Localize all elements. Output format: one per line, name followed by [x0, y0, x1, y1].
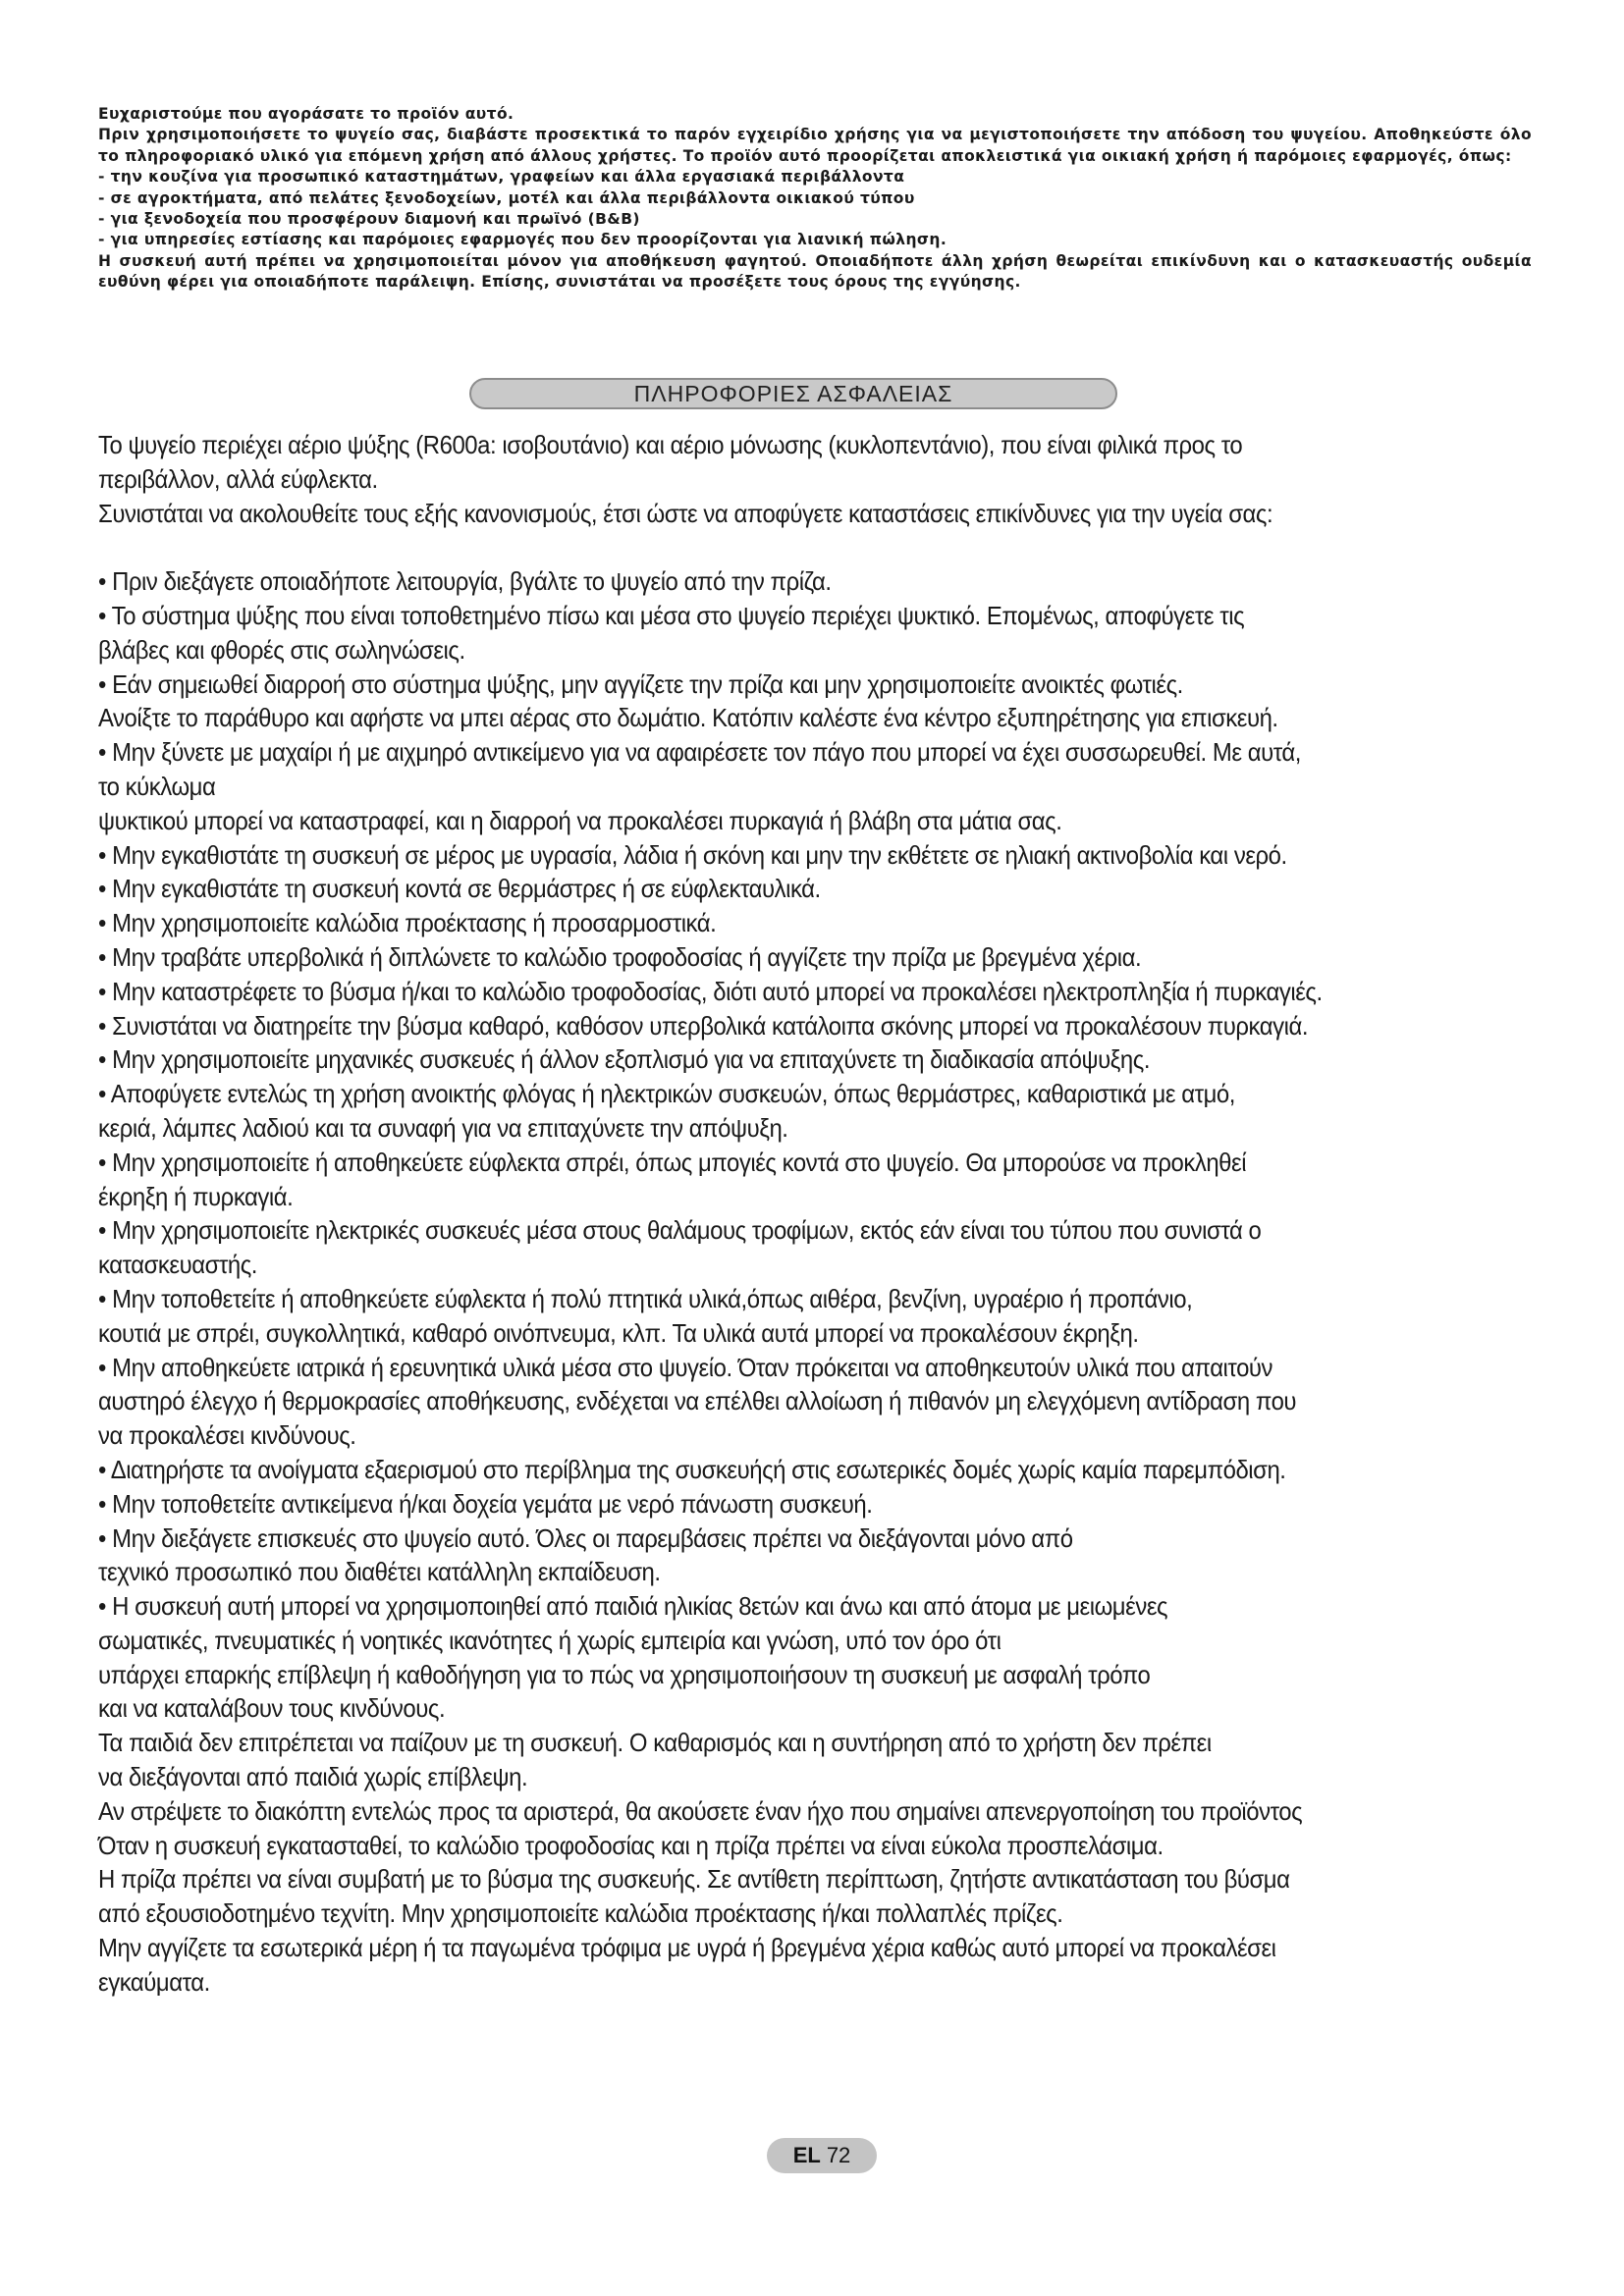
safety-text-line: Συνιστάται να ακολουθείτε τους εξής κανονισμούς, έτσι ώστε να αποφύγετε καταστάσεις επικίνδυνες για την υγεία σας: [98, 498, 1273, 528]
safety-bullet-line: • Διατηρήστε τα ανοίγματα εξαερισμού στο περίβλημα της συσκευήςή στις εσωτερικές δομές χωρίς καμία παρεμπόδιση. [98, 1454, 1286, 1484]
safety-text-line: Όταν η συσκευή εγκατασταθεί, το καλώδιο τροφοδοσίας και η πρίζα πρέπει να είναι εύκολα προσπελάσιμα. [98, 1830, 1164, 1860]
section-title-safety: ΠΛΗΡΟΦΟΡΙΕΣ ΑΣΦΑΛΕΙΑΣ [469, 378, 1117, 409]
safety-bullet-line: • Μην χρησιμοποιείτε ηλεκτρικές συσκευές μέσα στους θαλάμους τροφίμων, εκτός εάν είναι του τύπου που συνιστά ο [98, 1215, 1262, 1246]
safety-text-line: υπάρχει επαρκής επίβλεψη ή καθοδήγηση για το πώς να χρησιμοποιήσουν τη συσκευή με ασφαλή τρόπο [98, 1659, 1151, 1689]
safety-text-line: ψυκτικού μπορεί να καταστραφεί, και η διαρροή να προκαλέσει πυρκαγιά ή βλάβη στα μάτια σας. [98, 805, 1062, 835]
safety-text-line: τεχνικό προσωπικό που διαθέτει κατάλληλη εκπαίδευση. [98, 1557, 661, 1587]
safety-text-line: αυστηρό έλεγχο ή θερμοκρασίες αποθήκευσης, ενδέχεται να επέλθει αλλοίωση ή πιθανόν μη ελεγχόμενη αντίδραση που [98, 1386, 1297, 1416]
safety-bullet-line: • Μην χρησιμοποιείτε καλώδια προέκτασης ή προσαρμοστικά. [98, 908, 717, 938]
safety-text-line: Ανοίξτε το παράθυρο και αφήστε να μπει αέρας στο δωμάτιο. Κατόπιν καλέστε ένα κέντρο εξυπηρέτησης για επισκευή. [98, 703, 1278, 733]
safety-text-line: βλάβες και φθορές στις σωληνώσεις. [98, 634, 465, 665]
language-code: EL [792, 2143, 821, 2167]
safety-text-line: περιβάλλον, αλλά εύφλεκτα. [98, 463, 378, 494]
safety-bullet-line: • Το σύστημα ψύξης που είναι τοποθετημένο πίσω και μέσα στο ψυγείο περιέχει ψυκτικό. Επομένως, αποφύγετε τις [98, 600, 1245, 630]
page-number-badge [767, 2138, 877, 2173]
safety-bullet-line: • Πριν διεξάγετε οποιαδήποτε λειτουργία, βγάλτε το ψυγείο από την πρίζα. [98, 566, 832, 597]
safety-bullet-line: • Μην διεξάγετε επισκευές στο ψυγείο αυτό. Όλες οι παρεμβάσεις πρέπει να διεξάγονται μόνο από [98, 1522, 1073, 1553]
intro-warning: Η συσκευή αυτή πρέπει να χρησιμοποιείται μόνον για αποθήκευση φαγητού. Οποιαδήποτε άλλη χρήση θεωρείται επικίνδυνη και ο κατασκευαστής ουδεμία ευθύνη φέρει για οποιαδήποτε παράλειψη. Επίσης, συνιστάται να προσέξετε τους όρους της εγγύησης. [98, 251, 1532, 292]
safety-bullet-line: • Μην ξύνετε με μαχαίρι ή με αιχμηρό αντικείμενο για να αφαιρέσετε τον πάγο που μπορεί να έχει συσσωρευθεί. Με αυτά, [98, 737, 1301, 768]
intro-instructions: Πριν χρησιμοποιήσετε το ψυγείο σας, διαβάστε προσεκτικά το παρόν εγχειρίδιο χρήσης για να μεγιστοποιήσετε την απόδοση του ψυγείου. Αποθηκεύστε όλο το πληροφοριακό υλικό για επόμενη χρήση από άλλους χρήστες. Το προϊόν αυτό προορίζεται αποκλειστικά για οικιακή χρήση ή παρόμοιες εφαρμογές, όπως: [98, 126, 1532, 165]
safety-bullet-line: • Η συσκευή αυτή μπορεί να χρησιμοποιηθεί από παιδιά ηλικίας 8ετών και άνω και από άτομα με μειωμένες [98, 1591, 1168, 1622]
safety-bullet-line: • Μην τοποθετείτε αντικείμενα ή/και δοχεία γεμάτα με νερό πάνωστη συσκευή. [98, 1488, 873, 1519]
safety-bullet-line: • Μην εγκαθιστάτε τη συσκευή κοντά σε θερμάστρες ή σε εύφλεκταυλικά. [98, 874, 821, 904]
intro-use-item: - για ξενοδοχεία που προσφέρουν διαμονή και πρωϊνό (B&B) [98, 210, 640, 229]
intro-use-item: - για υπηρεσίες εστίασης και παρόμοιες εφαρμογές που δεν προορίζονται για λιανική πώληση. [98, 231, 947, 249]
intro-block [98, 104, 1532, 294]
safety-text-line: κουτιά με σπρέι, συγκολλητικά, καθαρό οινόπνευμα, κλπ. Τα υλικά αυτά μπορεί να προκαλέσουν έκρηξη. [98, 1317, 1139, 1348]
safety-text-line: σωματικές, πνευματικές ή νοητικές ικανότητες ή χωρίς εμπειρία και γνώση, υπό τον όρο ότι [98, 1625, 1001, 1655]
safety-text-line: Αν στρέψετε το διακόπτη εντελώς προς τα αριστερά, θα ακούσετε έναν ήχο που σημαίνει απενεργοποίηση του προϊόντος [98, 1795, 1303, 1826]
page-number: 72 [826, 2143, 851, 2167]
safety-text-line: κατασκευαστής. [98, 1250, 257, 1280]
safety-bullet-line: • Εάν σημειωθεί διαρροή στο σύστημα ψύξης, μην αγγίζετε την πρίζα και μην χρησιμοποιείτε ανοικτές φωτιές. [98, 668, 1183, 699]
safety-bullet-line: • Συνιστάται να διατηρείτε την βύσμα καθαρό, καθόσον υπερβολικά κατάλοιπα σκόνης μπορεί να προκαλέσουν πυρκαγιά. [98, 1010, 1309, 1041]
safety-text-line: έκρηξη ή πυρκαγιά. [98, 1181, 294, 1211]
safety-text-line: από εξουσιοδοτημένο τεχνίτη. Μην χρησιμοποιείτε καλώδια προέκτασης ή/και πολλαπλές πρίζες. [98, 1898, 1063, 1929]
intro-use-item: - σε αγροκτήματα, από πελάτες ξενοδοχείων, μοτέλ και άλλα περιβάλλοντα οικιακού τύπου [98, 188, 915, 207]
safety-text-line: το κύκλωμα [98, 771, 216, 801]
safety-bullet-line: • Μην εγκαθιστάτε τη συσκευή σε μέρος με υγρασία, λάδια ή σκόνη και μην την εκθέτετε σε ηλιακή ακτινοβολία και νερό. [98, 839, 1287, 870]
intro-thanks: Ευχαριστούμε που αγοράσατε το προϊόν αυτό. [98, 105, 514, 123]
safety-text-line: να προκαλέσει κινδύνους. [98, 1420, 356, 1451]
safety-text-line: εγκαύματα. [98, 1966, 210, 1997]
safety-bullet-line: • Μην αποθηκεύετε ιατρικά ή ερευνητικά υλικά μέσα στο ψυγείο. Όταν πρόκειται να αποθηκευτούν υλικά που απαιτούν [98, 1352, 1273, 1382]
safety-text-line: Η πρίζα πρέπει να είναι συμβατή με το βύσμα της συσκευής. Σε αντίθετη περίπτωση, ζητήστε αντικατάσταση του βύσμα [98, 1864, 1290, 1895]
safety-text-line: Τα παιδιά δεν επιτρέπεται να παίζουν με τη συσκευή. Ο καθαρισμός και η συντήρηση από το χρήστη δεν πρέπει [98, 1728, 1212, 1758]
safety-bullet-line: • Αποφύγετε εντελώς τη χρήση ανοικτής φλόγας ή ηλεκτρικών συσκευών, όπως θερμάστρες, καθαριστικά με ατμό, [98, 1079, 1235, 1109]
safety-bullet-line: • Μην χρησιμοποιείτε ή αποθηκεύετε εύφλεκτα σπρέι, όπως μπογιές κοντά στο ψυγείο. Θα μπορούσε να προκληθεί [98, 1147, 1247, 1177]
safety-bullet-line: • Μην τραβάτε υπερβολικά ή διπλώνετε το καλώδιο τροφοδοσίας ή αγγίζετε την πρίζα με βρεγμένα χέρια. [98, 941, 1142, 972]
blank-line [98, 530, 1543, 564]
safety-bullet-line: • Μην τοποθετείτε ή αποθηκεύετε εύφλεκτα ή πολύ πτητικά υλικά,όπως αιθέρα, βενζίνη, υγραέριο ή προπάνιο, [98, 1283, 1193, 1313]
safety-text-line: κεριά, λάμπες λαδιού και τα συναφή για να επιταχύνετε την απόψυξη. [98, 1112, 788, 1143]
safety-bullet-line: • Μην χρησιμοποιείτε μηχανικές συσκευές ή άλλον εξοπλισμό για να επιταχύνετε τη διαδικασία απόψυξης. [98, 1044, 1151, 1075]
safety-text-line: να διεξάγονται από παιδιά χωρίς επίβλεψη. [98, 1762, 528, 1792]
safety-body [98, 428, 1543, 2000]
safety-text-line: Το ψυγείο περιέχει αέριο ψύξης (R600a: ισοβουτάνιο) και αέριο μόνωσης (κυκλοπεντάνιο), που είναι φιλικά προς το [98, 430, 1243, 459]
safety-text-line: και να καταλάβουν τους κινδύνους. [98, 1693, 446, 1724]
safety-bullet-line: • Μην καταστρέφετε το βύσμα ή/και το καλώδιο τροφοδοσίας, διότι αυτό μπορεί να προκαλέσει ηλεκτροπληξία ή πυρκαγιές. [98, 976, 1323, 1006]
safety-text-line: Μην αγγίζετε τα εσωτερικά μέρη ή τα παγωμένα τρόφιμα με υγρά ή βρεγμένα χέρια καθώς αυτό μπορεί να προκαλέσει [98, 1933, 1276, 1963]
intro-use-item: - την κουζίνα για προσωπικό καταστημάτων, γραφείων και άλλα εργασιακά περιβάλλοντα [98, 168, 905, 187]
